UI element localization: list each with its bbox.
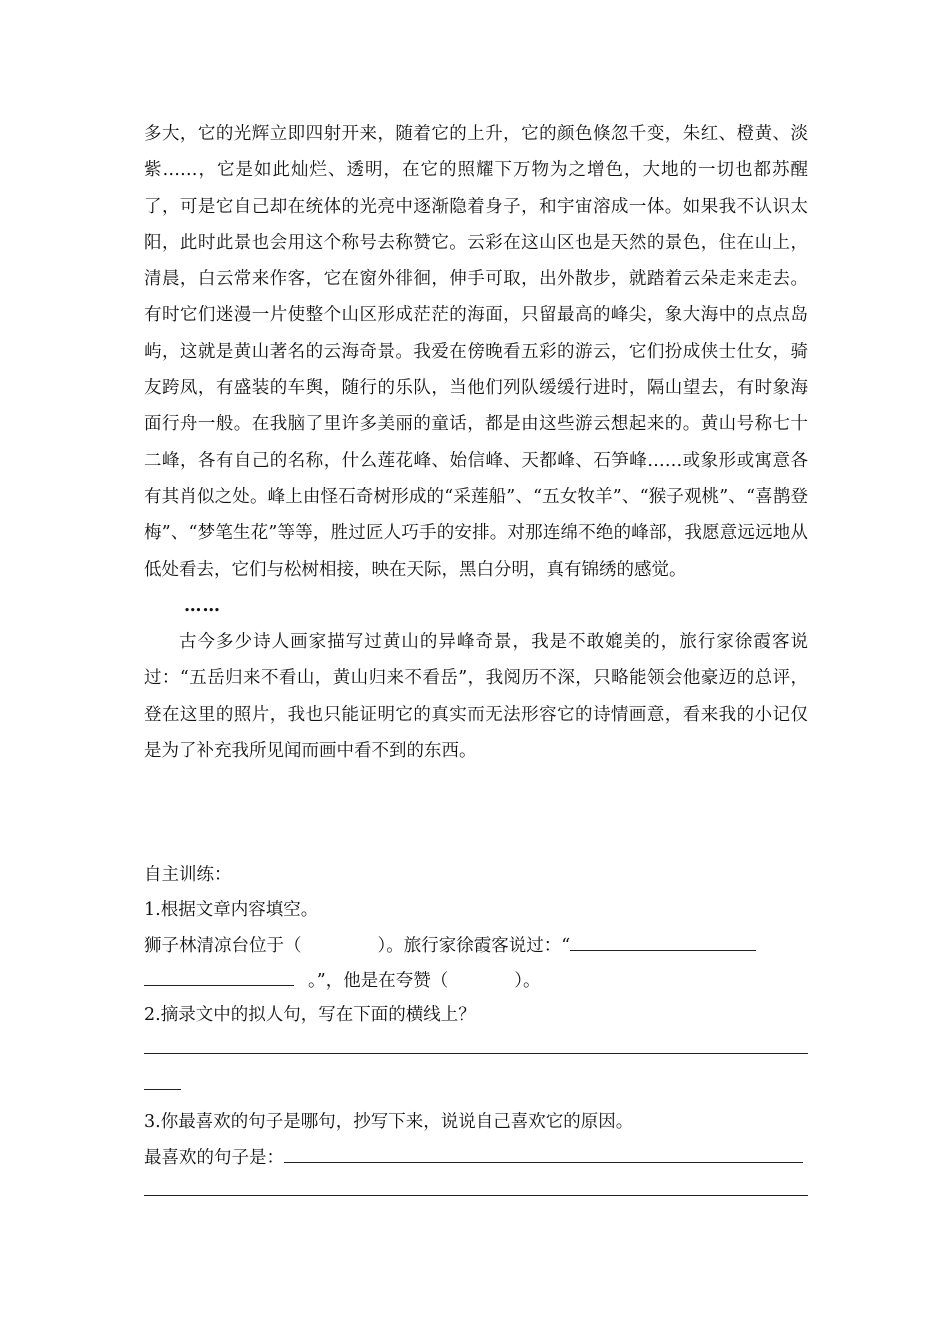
answer-line-q2-1[interactable] [144,1033,808,1054]
article-paragraph-2: 古今多少诗人画家描写过黄山的异峰奇景，我是不敢媲美的，旅行家徐霞客说过：“五岳归来不看山，黄山归来不看岳”，我阅历不深，只略能领会他豪迈的总评，登在这里的照片，我也只能证明它的真实而无法形容它的诗情画意，看来我的小记仅是为了补充我所见闻而画中看不到的东西。 [144,632,808,762]
article-paragraph-1: 多大，它的光辉立即四射开来，随着它的上升，它的颜色倏忽千变，朱红、橙黄、淡紫……，它是如此灿烂、透明，在它的照耀下万物为之增色，大地的一切也都苏醒了，可是它自己却在统体的光亮中逐渐隐着身子，和宇宙溶成一体。如果我不认识太阳，此时此景也会用这个称号去称赞它。云彩在这山区也是天然的景色，住在山上，清晨，白云常来作客，它在窗外徘徊，伸手可取，出外散步，就踏着云朵走来走去。有时它们迷漫一片使整个山区形成茫茫的海面，只留最高的峰尖，象大海中的点点岛屿，这就是黄山著名的云海奇景。我爱在傍晚看五彩的游云，它们扮成侠士仕女，骑友跨凤，有盛装的车舆，随行的乐队，当他们列队缓缓行进时，隔山望去，有时象海面行舟一般。在我脑了里许多美丽的童话，都是由这些游云想起来的。黄山号称七十二峰，各有自己的名称，什么莲花峰、始信峰、天都峰、石笋峰……或象形或寓意各有其肖似之处。峰上由怪石奇树形成的“采莲船”、“五女牧羊”、“猴子观桃”、“喜鹊登梅”、“梦笔生花”等等，胜过匠人巧手的安排。对那连绵不绝的峰部，我愿意远远地从低处看去，它们与松树相接，映在天际，黑白分明，真有锦绣的感觉。 [144,124,808,580]
question-3-prompt: 3.你最喜欢的句子是哪句，抄写下来，说说自己喜欢它的原因。 [144,1112,634,1132]
article-body [144,116,808,769]
answer-line-q3-2[interactable] [144,1175,808,1196]
question-1-text-b: ）。旅行家徐霞客说过：“ [377,936,571,956]
answer-line-q2-2[interactable] [144,1069,181,1090]
question-1-text-d: ）。 [514,971,541,991]
answer-blank-favorite-sentence[interactable] [284,1140,803,1163]
question-2-prompt: 2.摘录文中的拟人句，写在下面的横线上？ [144,1005,476,1025]
exercise-heading: 自主训练： [144,865,232,885]
answer-blank-quote-part-2[interactable] [144,963,294,986]
question-1-line-2 [144,963,808,998]
question-1-text-a: 狮子林清凉台位于（ [144,936,302,956]
exercise-section [144,858,808,1211]
question-1-prompt: 1.根据文章内容填空。 [144,900,319,920]
answer-blank-quote-part-1[interactable] [570,928,756,951]
question-1-text-c: 。”，他是在夸赞（ [308,971,449,991]
favorite-sentence-label: 最喜欢的句子是： [144,1148,284,1168]
article-ellipsis: …… [184,595,221,616]
question-1-line-1 [144,928,808,963]
question-3-favorite-line [144,1140,808,1175]
